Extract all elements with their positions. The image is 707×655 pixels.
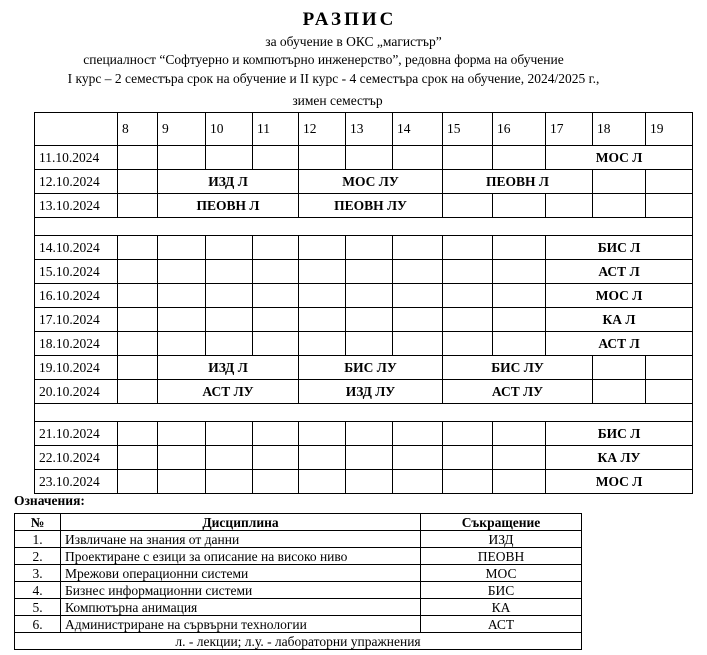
empty-cell: [346, 332, 393, 356]
legend-footnote-row: [15, 633, 582, 650]
class-cell: ИЗД Л: [158, 356, 299, 380]
schedule-row: [35, 470, 693, 494]
empty-cell: [206, 332, 253, 356]
schedule-table: [34, 112, 693, 494]
empty-cell: [493, 308, 546, 332]
class-cell: МОС ЛУ: [299, 170, 443, 194]
subtitle-specialty: специалност “Софтуерно и компютърно инженерство”, редовна форма на обучение: [83, 52, 564, 67]
empty-cell: [393, 260, 443, 284]
empty-cell: [206, 470, 253, 494]
empty-cell: [493, 446, 546, 470]
empty-cell: [206, 236, 253, 260]
subtitle-degree: за обучение в ОКС „магистър”: [265, 34, 442, 49]
hour-header: 11: [253, 113, 299, 146]
legend-number: 3.: [15, 565, 61, 582]
class-cell: МОС Л: [546, 146, 693, 170]
empty-cell: [299, 284, 346, 308]
legend-number: 5.: [15, 599, 61, 616]
schedule-row: [35, 332, 693, 356]
legend-header-row: [15, 514, 582, 531]
empty-cell: [299, 332, 346, 356]
empty-cell: [393, 470, 443, 494]
empty-cell: [118, 332, 158, 356]
class-cell: ИЗД Л: [158, 170, 299, 194]
hours-header-row: [35, 113, 693, 146]
schedule-row: [35, 194, 693, 218]
class-cell: АСТ Л: [546, 332, 693, 356]
empty-cell: [118, 284, 158, 308]
empty-cell: [118, 470, 158, 494]
date-cell: 11.10.2024: [35, 146, 118, 170]
hour-header: 18: [593, 113, 646, 146]
empty-cell: [593, 356, 646, 380]
class-cell: БИС ЛУ: [443, 356, 593, 380]
empty-cell: [646, 170, 693, 194]
empty-cell: [206, 308, 253, 332]
legend-number: 4.: [15, 582, 61, 599]
empty-cell: [118, 194, 158, 218]
schedule-row: [35, 260, 693, 284]
legend-discipline: Бизнес информационни системи: [61, 582, 421, 599]
class-cell: МОС Л: [546, 284, 693, 308]
date-cell: 23.10.2024: [35, 470, 118, 494]
empty-cell: [118, 260, 158, 284]
empty-cell: [346, 470, 393, 494]
empty-cell: [493, 260, 546, 284]
empty-cell: [443, 236, 493, 260]
legend-number: 6.: [15, 616, 61, 633]
separator-cell: [35, 218, 693, 236]
empty-cell: [158, 470, 206, 494]
legend-row: [15, 582, 582, 599]
empty-cell: [443, 284, 493, 308]
empty-cell: [118, 170, 158, 194]
class-cell: АСТ ЛУ: [443, 380, 593, 404]
empty-cell: [646, 194, 693, 218]
empty-cell: [118, 308, 158, 332]
class-cell: БИС Л: [546, 236, 693, 260]
empty-cell: [299, 146, 346, 170]
empty-cell: [118, 380, 158, 404]
document-title: РАЗПИС: [302, 9, 397, 30]
schedule-row: [35, 146, 693, 170]
empty-cell: [253, 308, 299, 332]
empty-cell: [158, 308, 206, 332]
class-cell: АСТ Л: [546, 260, 693, 284]
empty-cell: [299, 470, 346, 494]
subtitle-semester: зимен семестър: [292, 93, 383, 108]
schedule-row: [35, 170, 693, 194]
hour-header: 9: [158, 113, 206, 146]
empty-cell: [493, 470, 546, 494]
empty-cell: [118, 422, 158, 446]
empty-cell: [206, 284, 253, 308]
legend-title: Означения:: [14, 493, 85, 508]
empty-cell: [158, 284, 206, 308]
schedule-row: [35, 284, 693, 308]
schedule-row: [35, 422, 693, 446]
empty-cell: [158, 260, 206, 284]
empty-cell: [118, 446, 158, 470]
hour-header: 8: [118, 113, 158, 146]
legend-table: [14, 513, 582, 650]
empty-cell: [493, 422, 546, 446]
empty-cell: [346, 284, 393, 308]
empty-cell: [299, 422, 346, 446]
hour-header: 13: [346, 113, 393, 146]
empty-cell: [346, 146, 393, 170]
legend-abbreviation: ПЕОВН: [421, 548, 582, 565]
empty-cell: [393, 284, 443, 308]
empty-cell: [443, 260, 493, 284]
legend-row: [15, 531, 582, 548]
empty-cell: [443, 446, 493, 470]
schedule-row: [35, 236, 693, 260]
week-separator-row: [35, 404, 693, 422]
empty-cell: [443, 422, 493, 446]
empty-cell: [118, 356, 158, 380]
empty-cell: [393, 236, 443, 260]
legend-abbreviation: БИС: [421, 582, 582, 599]
class-cell: ИЗД ЛУ: [299, 380, 443, 404]
empty-cell: [593, 380, 646, 404]
empty-cell: [393, 446, 443, 470]
empty-cell: [443, 146, 493, 170]
date-cell: 14.10.2024: [35, 236, 118, 260]
date-cell: 17.10.2024: [35, 308, 118, 332]
empty-cell: [443, 470, 493, 494]
hour-header: 19: [646, 113, 693, 146]
empty-cell: [393, 308, 443, 332]
empty-cell: [158, 236, 206, 260]
empty-cell: [253, 446, 299, 470]
separator-cell: [35, 404, 693, 422]
legend-number: 1.: [15, 531, 61, 548]
legend-discipline: Проектиране с езици за описание на високо ниво: [61, 548, 421, 565]
empty-cell: [346, 236, 393, 260]
date-cell: 12.10.2024: [35, 170, 118, 194]
empty-cell: [593, 194, 646, 218]
date-cell: 18.10.2024: [35, 332, 118, 356]
class-cell: ПЕОВН ЛУ: [299, 194, 443, 218]
empty-cell: [493, 146, 546, 170]
empty-cell: [346, 422, 393, 446]
subtitle-course: I курс – 2 семестъра срок на обучение и II курс - 4 семестъра срок на обучение, 2024/2025 г.,: [67, 71, 600, 86]
empty-cell: [158, 146, 206, 170]
legend-header: №: [15, 514, 61, 531]
empty-cell: [646, 380, 693, 404]
hour-header: 15: [443, 113, 493, 146]
date-cell: 19.10.2024: [35, 356, 118, 380]
hour-header: 16: [493, 113, 546, 146]
legend-discipline: Компютърна анимация: [61, 599, 421, 616]
class-cell: БИС ЛУ: [299, 356, 443, 380]
hour-header: 12: [299, 113, 346, 146]
schedule-row: [35, 380, 693, 404]
schedule-row: [35, 446, 693, 470]
empty-cell: [253, 470, 299, 494]
legend-abbreviation: АСТ: [421, 616, 582, 633]
empty-cell: [253, 146, 299, 170]
empty-cell: [253, 236, 299, 260]
empty-cell: [299, 308, 346, 332]
empty-cell: [299, 446, 346, 470]
empty-cell: [593, 170, 646, 194]
empty-cell: [443, 332, 493, 356]
empty-cell: [346, 308, 393, 332]
hour-header: 14: [393, 113, 443, 146]
legend-footnote: л. - лекции; л.у. - лабораторни упражнения: [15, 633, 582, 650]
empty-cell: [443, 308, 493, 332]
empty-cell: [393, 422, 443, 446]
legend-discipline: Администриране на сървърни технологии: [61, 616, 421, 633]
date-cell: 15.10.2024: [35, 260, 118, 284]
class-cell: ПЕОВН Л: [443, 170, 593, 194]
schedule-row: [35, 308, 693, 332]
empty-cell: [299, 236, 346, 260]
empty-cell: [118, 146, 158, 170]
date-cell: 13.10.2024: [35, 194, 118, 218]
legend-discipline: Извличане на знания от данни: [61, 531, 421, 548]
empty-cell: [493, 236, 546, 260]
legend-header: Съкращение: [421, 514, 582, 531]
date-cell: 22.10.2024: [35, 446, 118, 470]
legend-row: [15, 616, 582, 633]
empty-cell: [253, 284, 299, 308]
class-cell: КА Л: [546, 308, 693, 332]
legend-header: Дисциплина: [61, 514, 421, 531]
empty-cell: [493, 284, 546, 308]
empty-cell: [299, 260, 346, 284]
legend-abbreviation: КА: [421, 599, 582, 616]
date-cell: 21.10.2024: [35, 422, 118, 446]
legend-abbreviation: МОС: [421, 565, 582, 582]
class-cell: МОС Л: [546, 470, 693, 494]
class-cell: КА ЛУ: [546, 446, 693, 470]
legend-row: [15, 548, 582, 565]
legend-discipline: Мрежови операционни системи: [61, 565, 421, 582]
empty-cell: [253, 332, 299, 356]
legend-row: [15, 599, 582, 616]
empty-cell: [206, 446, 253, 470]
empty-cell: [546, 194, 593, 218]
empty-cell: [443, 194, 493, 218]
empty-cell: [393, 332, 443, 356]
hour-header: 17: [546, 113, 593, 146]
empty-cell: [206, 146, 253, 170]
date-cell: 16.10.2024: [35, 284, 118, 308]
class-cell: ПЕОВН Л: [158, 194, 299, 218]
legend-number: 2.: [15, 548, 61, 565]
empty-cell: [493, 332, 546, 356]
date-cell: 20.10.2024: [35, 380, 118, 404]
empty-cell: [158, 422, 206, 446]
empty-cell: [346, 260, 393, 284]
empty-cell: [646, 356, 693, 380]
corner-cell: [35, 113, 118, 146]
empty-cell: [158, 446, 206, 470]
schedule-row: [35, 356, 693, 380]
empty-cell: [158, 332, 206, 356]
empty-cell: [493, 194, 546, 218]
class-cell: АСТ ЛУ: [158, 380, 299, 404]
legend-abbreviation: ИЗД: [421, 531, 582, 548]
empty-cell: [346, 446, 393, 470]
empty-cell: [253, 422, 299, 446]
empty-cell: [253, 260, 299, 284]
empty-cell: [393, 146, 443, 170]
empty-cell: [206, 260, 253, 284]
empty-cell: [206, 422, 253, 446]
hour-header: 10: [206, 113, 253, 146]
class-cell: БИС Л: [546, 422, 693, 446]
legend-row: [15, 565, 582, 582]
week-separator-row: [35, 218, 693, 236]
empty-cell: [118, 236, 158, 260]
